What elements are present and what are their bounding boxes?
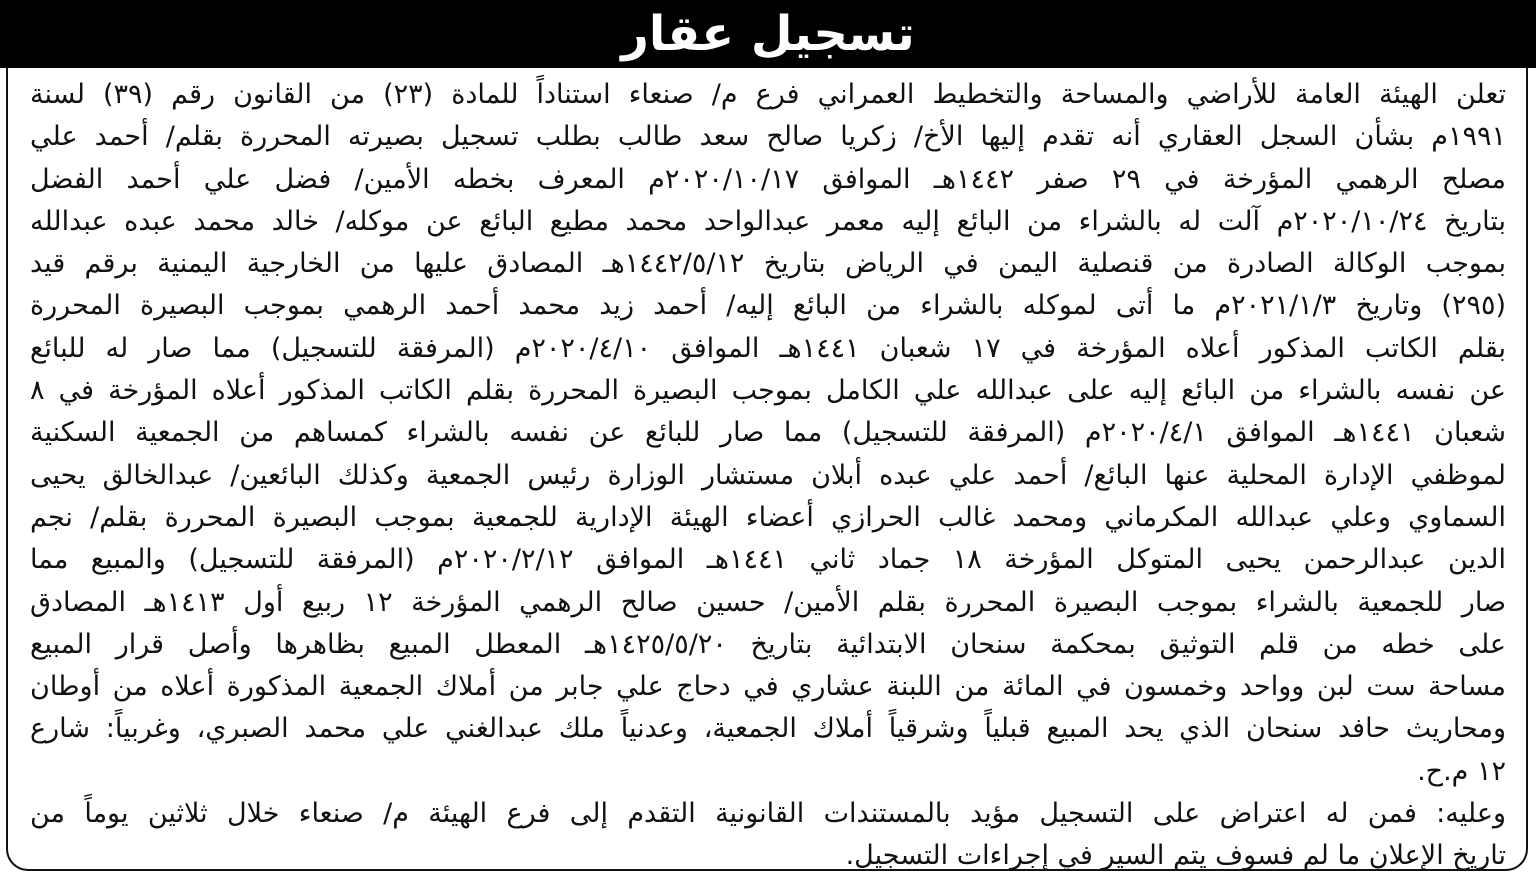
- closing-line-2: تاريخ الإعلان ما لم فسوف يتم السير في إجراءات التسجيل.: [845, 840, 1506, 872]
- body-line-15: مساحة ست لبن وواحد وخمسون في المائة من اللبنة عشاري في دحاج علي جابر من أملاك الجمعية المذكورة أعلاه من أوطان: [30, 671, 1506, 703]
- body-line-9: شعبان ١٤٤١هـ الموافق ٢٠٢٠/٤/١م (المرفقة للتسجيل) مما صار للبائع عن نفسه بالشراء كمساهم من الجمعية السكنية: [30, 417, 1506, 449]
- body-line-6: (٢٩٥) وتاريخ ٢٠٢١/١/٣م ما أتى لموكله بالشراء من البائع إليه/ أحمد زيد محمد أحمد الرهمي بموجب البصيرة المحررة: [30, 290, 1506, 322]
- body-line-10: لموظفي الإدارة المحلية عنها البائع/ أحمد علي عبده أبلان مستشار الوزارة رئيس الجمعية وكذلك البائعين/ عبدالخالق يحيى: [30, 459, 1506, 491]
- body-line-11: السماوي وعلي عبدالله المكرماني ومحمد غالب الحرازي أعضاء الهيئة الإدارية للجمعية بموجب البصيرة المحررة بقلم/ نجم: [30, 501, 1506, 533]
- body-line-3: مصلح الرهمي المؤرخة في ٢٩ صفر ١٤٤٢هـ الموافق ٢٠٢٠/١٠/١٧م المعرف بخطه الأمين/ فضل علي أحمد الفضل: [30, 163, 1506, 195]
- body-line-8: عن نفسه بالشراء من البائع إليه على عبدالله علي الكامل بموجب البصيرة المحررة بقلم الكاتب المذكور أعلاه المؤرخة في ٨: [30, 375, 1506, 407]
- header-bar: [0, 0, 1536, 68]
- body-line-1: تعلن الهيئة العامة للأراضي والمساحة والتخطيط العمراني فرع م/ صنعاء استناداً للمادة (٢٣) من القانون رقم (٣٩) لسنة: [30, 79, 1506, 110]
- body-line-17: ١٢ م.ح.: [1417, 755, 1506, 787]
- body-line-13: صار للجمعية بالشراء بموجب البصيرة المحررة بقلم الأمين/ حسين صالح الرهمي المؤرخة ١٢ ربيع أول ١٤١٣هـ المصادق: [30, 586, 1506, 618]
- body-line-12: الدين عبدالرحمن يحيى المتوكل المؤرخة ١٨ جماد ثاني ١٤٤١هـ الموافق ٢٠٢٠/٢/١٢م (المرفقة للتسجيل) والمبيع مما: [30, 544, 1506, 576]
- body-line-2: ١٩٩١م بشأن السجل العقاري أنه تقدم إليها الأخ/ زكريا صالح سعد طالب بطلب تسجيل بصيرته المحررة بقلم/ أحمد علي: [30, 121, 1506, 153]
- body-line-16: ومحاريث حافد سنحان الذي يحد المبيع قبلياً وشرقياً أملاك الجمعية، وعدنياً ملك عبدالغني علي محمد الصبري، وغربياً: شارع: [30, 713, 1506, 745]
- notice-body: [30, 74, 1506, 878]
- body-line-5: بموجب الوكالة الصادرة من قنصلية اليمن في الرياض بتاريخ ١٤٤٢/٥/١٢هـ المصادق عليها من الخارجية اليمنية برقم قيد: [30, 248, 1506, 280]
- body-line-7: بقلم الكاتب المذكور أعلاه المؤرخة في ١٧ شعبان ١٤٤١هـ الموافق ٢٠٢٠/٤/١٠م (المرفقة للتسجيل) مما صار له للبائع: [30, 332, 1506, 364]
- body-line-4: بتاريخ ٢٠٢٠/١٠/٢٤م آلت له بالشراء من البائع إليه معمر عبدالواحد محمد مطيع البائع عن موكله/ خالد محمد عبده عبدالله: [30, 205, 1506, 237]
- body-line-14: على خطه من قلم التوثيق بمحكمة سنحان الابتدائية بتاريخ ١٤٢٥/٥/٢٠هـ المعطل المبيع بظاهرها وأصل قرار المبيع: [30, 628, 1506, 660]
- closing-line-1: وعليه: فمن له اعتراض على التسجيل مؤيد بالمستندات القانونية التقدم إلى فرع الهيئة م/ صنعاء خلال ثلاثين يوماً من: [30, 798, 1506, 830]
- notice-title: تسجيل عقار: [621, 6, 915, 62]
